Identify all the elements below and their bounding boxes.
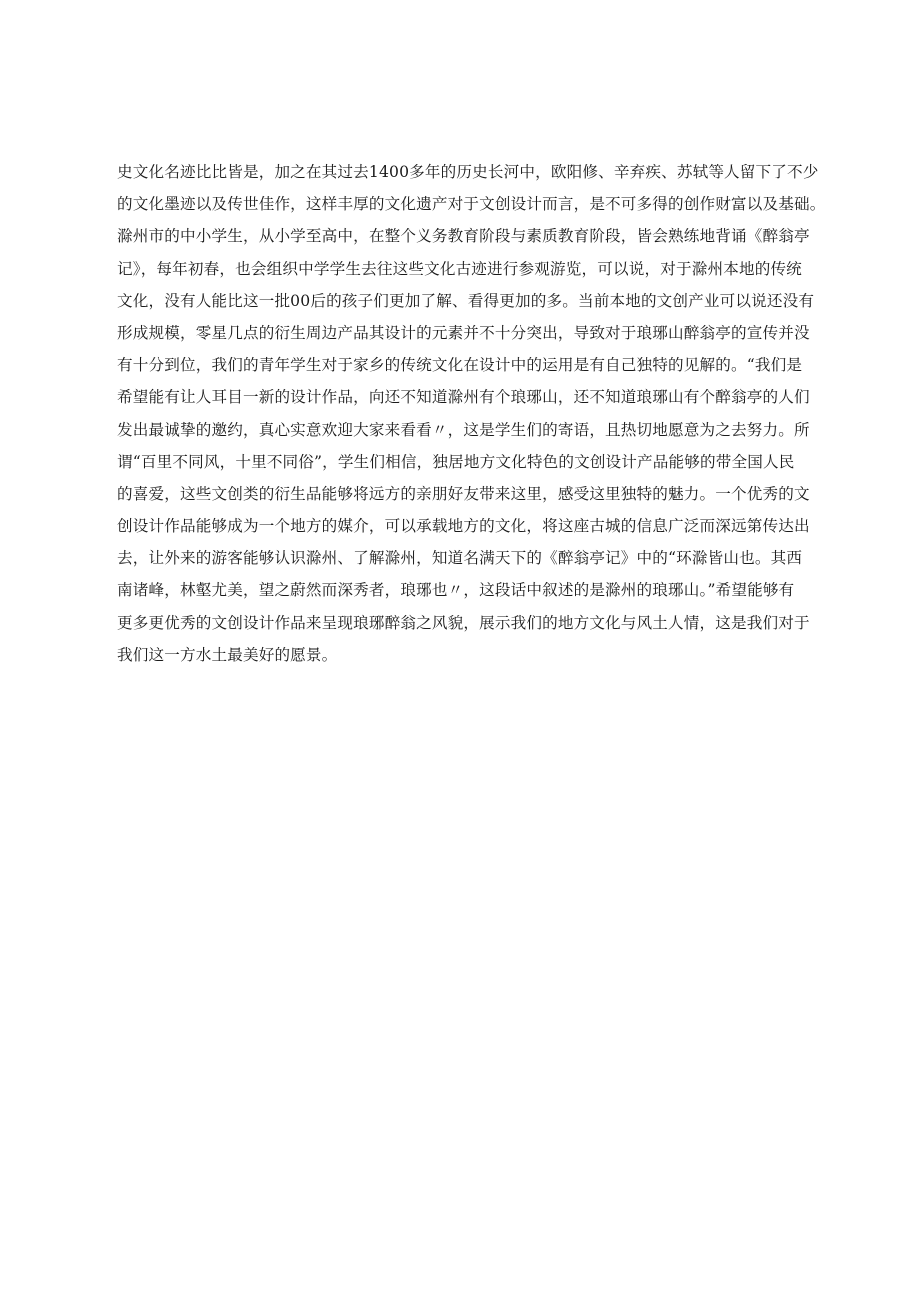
text-line: 滁州市的中小学生，从小学至高中，在整个义务教育阶段与素质教育阶段，皆会熟练地背诵《醉翁亭: [117, 227, 810, 246]
text-line: 希望能有让人耳目一新的设计作品，向还不知道滁州有个琅琊山，还不知道琅琊山有个醉翁亭的人们: [117, 388, 810, 407]
text-line: 的喜爱，这些文创类的衍生品能够将远方的亲朋好友带来这里，感受这里独特的魅力。一个优秀的文: [117, 484, 810, 503]
text-line: 有十分到位，我们的青年学生对于家乡的传统文化在设计中的运用是有自己独特的见解的。“我们是: [117, 356, 803, 375]
text-line: 创设计作品能够成为一个地方的媒介，可以承载地方的文化，将这座古城的信息广泛而深远第传达出: [117, 517, 810, 536]
text-line: 发出最诚挚的邀约，真心实意欢迎大家来看看〃，这是学生们的寄语，且热切地愿意为之去努力。所: [117, 420, 810, 439]
text-line: 记》，每年初春，也会组织中学学生去往这些文化古迹进行参观游览，可以说，对于滁州本地的传统: [117, 259, 802, 278]
text-line: 更多更优秀的文创设计作品来呈现琅琊醉翁之风貌，展示我们的地方文化与风土人情，这是我们对于: [117, 613, 810, 632]
text-line: 去，让外来的游客能够认识滁州、了解滁州，知道名满天下的《醉翁亭记》中的“环滁皆山也。其西: [117, 549, 803, 568]
text-line: 形成规模，零星几点的衍生周边产品其设计的元素并不十分突出，导致对于琅琊山醉翁亭的宣传并没: [117, 323, 810, 342]
text-line: 的文化墨迹以及传世佳作，这样丰厚的文化遗产对于文创设计而言，是不可多得的创作财富以及基础。: [117, 195, 826, 214]
text-line: 南诸峰，林壑尤美，望之蔚然而深秀者，琅琊也〃，这段话中叙述的是滁州的琅琊山。”希望能够有: [117, 581, 795, 600]
text-line: 史文化名迹比比皆是，加之在其过去1400多年的历史长河中，欧阳修、辛弃疾、苏轼等人留下了不少: [117, 163, 819, 181]
body-paragraph: [117, 156, 826, 671]
text-line: 我们这一方水土最美好的愿景。: [117, 645, 338, 664]
text-line: 文化，没有人能比这一批00后的孩子们更加了解、看得更加的多。当前本地的文创产业可以说还没有: [117, 291, 815, 310]
text-line: 谓“百里不同风，十里不同俗”，学生们相信，独居地方文化特色的文创设计产品能够的带全国人民: [117, 452, 795, 471]
